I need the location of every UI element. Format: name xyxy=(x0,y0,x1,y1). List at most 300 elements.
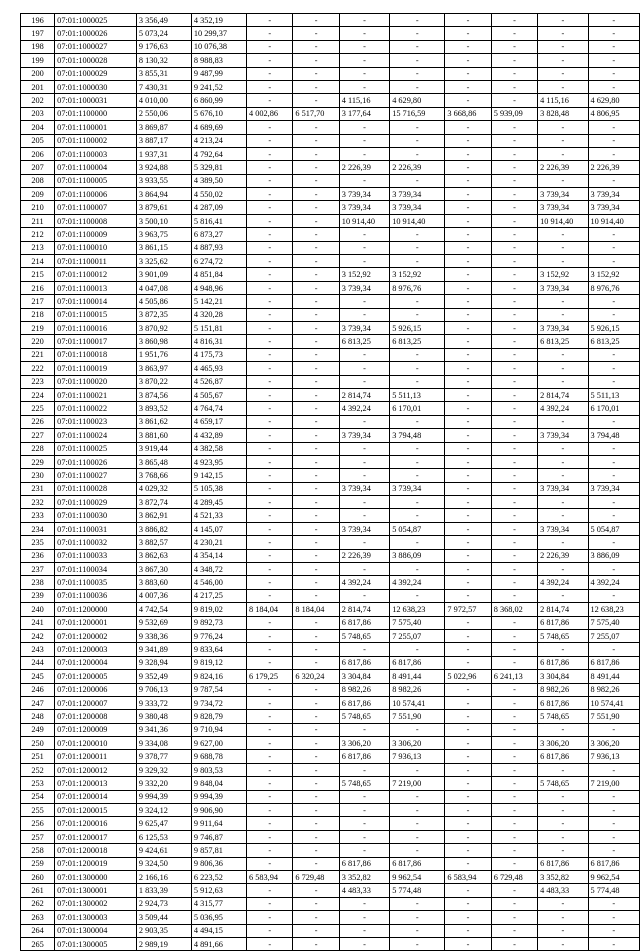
row-number-cell: 249 xyxy=(21,723,55,736)
value-cell: - xyxy=(247,737,293,750)
value-cell: - xyxy=(293,804,339,817)
value-cell: - xyxy=(247,295,293,308)
value-cell: - xyxy=(293,482,339,495)
value-cell: - xyxy=(491,911,537,924)
row-number-cell: 240 xyxy=(21,603,55,616)
value-cell: 9 962,54 xyxy=(390,871,445,884)
cadastral-number-cell: 07:01:1100020 xyxy=(55,375,137,388)
row-number-cell: 207 xyxy=(21,161,55,174)
table-row xyxy=(21,844,640,857)
table-row xyxy=(21,107,640,120)
value-cell: 9 911,64 xyxy=(191,817,246,830)
value-cell: - xyxy=(293,67,339,80)
value-cell: - xyxy=(247,522,293,535)
value-cell: 9 324,50 xyxy=(136,857,191,870)
value-cell: - xyxy=(491,737,537,750)
value-cell: - xyxy=(588,844,639,857)
value-cell: - xyxy=(588,40,639,53)
value-cell: - xyxy=(491,268,537,281)
value-cell: - xyxy=(445,536,491,549)
value-cell: - xyxy=(538,295,588,308)
value-cell: - xyxy=(247,255,293,268)
value-cell: - xyxy=(445,911,491,924)
value-cell: 6 729,48 xyxy=(491,871,537,884)
value-cell: 9 734,72 xyxy=(191,696,246,709)
value-cell: - xyxy=(293,121,339,134)
value-cell: - xyxy=(491,147,537,160)
row-number-cell: 206 xyxy=(21,147,55,160)
value-cell: - xyxy=(538,723,588,736)
cadastral-number-cell: 07:01:1100008 xyxy=(55,214,137,227)
value-cell: 1 951,76 xyxy=(136,348,191,361)
value-cell: - xyxy=(293,415,339,428)
value-cell: - xyxy=(491,201,537,214)
table-row xyxy=(21,629,640,642)
row-number-cell: 232 xyxy=(21,496,55,509)
value-cell: 4 389,50 xyxy=(191,174,246,187)
value-cell: 1 833,39 xyxy=(136,884,191,897)
value-cell: 3 739,34 xyxy=(339,201,389,214)
value-cell: 3 739,34 xyxy=(538,429,588,442)
cadastral-number-cell: 07:01:1100030 xyxy=(55,509,137,522)
row-number-cell: 247 xyxy=(21,696,55,709)
cadastral-number-cell: 07:01:1100003 xyxy=(55,147,137,160)
table-row xyxy=(21,94,640,107)
cadastral-number-cell: 07:01:1100031 xyxy=(55,522,137,535)
cadastral-number-cell: 07:01:1200011 xyxy=(55,750,137,763)
value-cell: 6 873,27 xyxy=(191,228,246,241)
value-cell: - xyxy=(445,897,491,910)
value-cell: 7 551,90 xyxy=(390,710,445,723)
cadastral-number-cell: 07:01:1100016 xyxy=(55,321,137,334)
value-cell: 3 794,48 xyxy=(390,429,445,442)
cadastral-number-cell: 07:01:1100022 xyxy=(55,402,137,415)
value-cell: - xyxy=(588,375,639,388)
value-cell: 4 465,93 xyxy=(191,362,246,375)
value-cell: - xyxy=(339,817,389,830)
value-cell: 2 226,39 xyxy=(588,161,639,174)
value-cell: 8 982,26 xyxy=(538,683,588,696)
value-cell: - xyxy=(491,496,537,509)
value-cell: 3 152,92 xyxy=(390,268,445,281)
cadastral-number-cell: 07:01:1100035 xyxy=(55,576,137,589)
row-number-cell: 212 xyxy=(21,228,55,241)
value-cell: 4 816,31 xyxy=(191,335,246,348)
value-cell: - xyxy=(339,255,389,268)
value-cell: 2 226,39 xyxy=(339,549,389,562)
value-cell: - xyxy=(491,750,537,763)
cadastral-number-cell: 07:01:1300004 xyxy=(55,924,137,937)
value-cell: - xyxy=(247,589,293,602)
value-cell: 7 255,07 xyxy=(390,629,445,642)
value-cell: - xyxy=(339,897,389,910)
row-number-cell: 233 xyxy=(21,509,55,522)
value-cell: - xyxy=(293,884,339,897)
value-cell: 4 115,16 xyxy=(538,94,588,107)
value-cell: 3 739,34 xyxy=(339,429,389,442)
value-cell: - xyxy=(293,268,339,281)
value-cell: - xyxy=(445,402,491,415)
value-cell: - xyxy=(247,482,293,495)
row-number-cell: 242 xyxy=(21,629,55,642)
row-number-cell: 241 xyxy=(21,616,55,629)
cadastral-number-cell: 07:01:1100034 xyxy=(55,563,137,576)
table-row xyxy=(21,40,640,53)
value-cell: 6 179,25 xyxy=(247,670,293,683)
value-cell: - xyxy=(293,696,339,709)
value-cell: 6 817,86 xyxy=(339,696,389,709)
value-cell: 3 509,44 xyxy=(136,911,191,924)
cadastral-number-cell: 07:01:1100009 xyxy=(55,228,137,241)
table-row xyxy=(21,496,640,509)
value-cell: - xyxy=(247,750,293,763)
value-cell: 9 532,69 xyxy=(136,616,191,629)
value-cell: - xyxy=(339,147,389,160)
value-cell: - xyxy=(445,629,491,642)
value-cell: - xyxy=(390,442,445,455)
value-cell: - xyxy=(390,295,445,308)
value-cell: 3 860,98 xyxy=(136,335,191,348)
table-row xyxy=(21,924,640,937)
value-cell: 6 583,94 xyxy=(445,871,491,884)
value-cell: 6 274,72 xyxy=(191,255,246,268)
value-cell: - xyxy=(293,27,339,40)
value-cell: 5 816,41 xyxy=(191,214,246,227)
value-cell: 5 748,65 xyxy=(538,777,588,790)
value-cell: 7 936,13 xyxy=(390,750,445,763)
value-cell: - xyxy=(339,763,389,776)
value-cell: 3 356,49 xyxy=(136,14,191,27)
value-cell: 9 341,89 xyxy=(136,643,191,656)
value-cell: - xyxy=(491,576,537,589)
value-cell: - xyxy=(445,723,491,736)
value-cell: 4 002,86 xyxy=(247,107,293,120)
value-cell: - xyxy=(588,241,639,254)
value-cell: - xyxy=(491,40,537,53)
row-number-cell: 252 xyxy=(21,763,55,776)
value-cell: - xyxy=(445,121,491,134)
value-cell: 3 739,34 xyxy=(538,482,588,495)
value-cell: 6 729,48 xyxy=(293,871,339,884)
value-cell: - xyxy=(588,80,639,93)
value-cell: - xyxy=(293,80,339,93)
value-cell: 4 526,87 xyxy=(191,375,246,388)
cadastral-number-cell: 07:01:1100014 xyxy=(55,295,137,308)
value-cell: - xyxy=(390,147,445,160)
value-cell: - xyxy=(588,911,639,924)
value-cell: 4 887,93 xyxy=(191,241,246,254)
table-row xyxy=(21,147,640,160)
value-cell: - xyxy=(247,536,293,549)
value-cell: - xyxy=(293,683,339,696)
value-cell: - xyxy=(293,737,339,750)
value-cell: 9 833,64 xyxy=(191,643,246,656)
value-cell: 3 152,92 xyxy=(588,268,639,281)
value-cell: 6 817,86 xyxy=(339,750,389,763)
value-cell: - xyxy=(293,388,339,401)
value-cell: - xyxy=(247,817,293,830)
value-cell: - xyxy=(445,455,491,468)
value-cell: 4 047,08 xyxy=(136,281,191,294)
value-cell: - xyxy=(247,857,293,870)
value-cell: - xyxy=(491,442,537,455)
value-cell: - xyxy=(445,228,491,241)
value-cell: - xyxy=(293,362,339,375)
value-cell: - xyxy=(588,348,639,361)
value-cell: 9 241,52 xyxy=(191,80,246,93)
value-cell: 6 320,24 xyxy=(293,670,339,683)
cadastral-number-cell: 07:01:1300005 xyxy=(55,937,137,950)
row-number-cell: 223 xyxy=(21,375,55,388)
cadastral-number-cell: 07:01:1200008 xyxy=(55,710,137,723)
value-cell: - xyxy=(293,710,339,723)
value-cell: - xyxy=(491,763,537,776)
value-cell: 10 914,40 xyxy=(538,214,588,227)
value-cell: 8 184,04 xyxy=(293,603,339,616)
value-cell: 3 739,34 xyxy=(390,188,445,201)
value-cell: - xyxy=(339,54,389,67)
value-cell: - xyxy=(588,536,639,549)
value-cell: - xyxy=(390,897,445,910)
value-cell: - xyxy=(445,348,491,361)
cadastral-number-cell: 07:01:1100033 xyxy=(55,549,137,562)
value-cell: 4 742,54 xyxy=(136,603,191,616)
value-cell: 2 226,39 xyxy=(339,161,389,174)
cadastral-number-cell: 07:01:1100011 xyxy=(55,255,137,268)
cadastral-number-cell: 07:01:1100021 xyxy=(55,388,137,401)
value-cell: - xyxy=(390,27,445,40)
row-number-cell: 259 xyxy=(21,857,55,870)
table-row xyxy=(21,134,640,147)
value-cell: - xyxy=(491,629,537,642)
value-cell: 5 748,65 xyxy=(538,710,588,723)
value-cell: 2 814,74 xyxy=(339,603,389,616)
row-number-cell: 235 xyxy=(21,536,55,549)
value-cell: - xyxy=(339,348,389,361)
value-cell: - xyxy=(247,897,293,910)
value-cell: - xyxy=(339,415,389,428)
value-cell: - xyxy=(390,67,445,80)
value-cell: 4 289,45 xyxy=(191,496,246,509)
value-cell: - xyxy=(445,14,491,27)
value-cell: 9 806,36 xyxy=(191,857,246,870)
table-row xyxy=(21,335,640,348)
value-cell: 9 627,00 xyxy=(191,737,246,750)
table-row xyxy=(21,777,640,790)
value-cell: - xyxy=(445,161,491,174)
value-cell: - xyxy=(293,536,339,549)
value-cell: - xyxy=(247,496,293,509)
value-cell: 3 883,60 xyxy=(136,576,191,589)
row-number-cell: 226 xyxy=(21,415,55,428)
value-cell: - xyxy=(491,281,537,294)
table-row xyxy=(21,589,640,602)
value-cell: - xyxy=(491,228,537,241)
value-cell: 2 226,39 xyxy=(538,549,588,562)
value-cell: - xyxy=(247,790,293,803)
value-cell: 4 432,89 xyxy=(191,429,246,442)
cadastral-number-cell: 07:01:1200019 xyxy=(55,857,137,870)
value-cell: - xyxy=(390,375,445,388)
table-row xyxy=(21,241,640,254)
value-cell: 4 217,25 xyxy=(191,589,246,602)
cadastral-number-cell: 07:01:1200001 xyxy=(55,616,137,629)
value-cell: - xyxy=(247,415,293,428)
table-row xyxy=(21,174,640,187)
row-number-cell: 208 xyxy=(21,174,55,187)
cadastral-number-cell: 07:01:1100012 xyxy=(55,268,137,281)
cadastral-number-cell: 07:01:1200009 xyxy=(55,723,137,736)
value-cell: - xyxy=(339,723,389,736)
value-cell: 4 382,58 xyxy=(191,442,246,455)
cadastral-number-cell: 07:01:1300003 xyxy=(55,911,137,924)
value-cell: - xyxy=(247,469,293,482)
value-cell: - xyxy=(390,924,445,937)
value-cell: - xyxy=(538,121,588,134)
value-cell: - xyxy=(293,830,339,843)
value-cell: 9 848,04 xyxy=(191,777,246,790)
value-cell: - xyxy=(390,830,445,843)
cadastral-number-cell: 07:01:1100015 xyxy=(55,308,137,321)
value-cell: 8 130,32 xyxy=(136,54,191,67)
value-cell: 9 341,36 xyxy=(136,723,191,736)
value-cell: 5 105,38 xyxy=(191,482,246,495)
value-cell: - xyxy=(247,281,293,294)
value-cell: - xyxy=(445,522,491,535)
value-cell: - xyxy=(588,14,639,27)
value-cell: - xyxy=(538,589,588,602)
value-cell: 9 906,90 xyxy=(191,804,246,817)
table-row xyxy=(21,228,640,241)
value-cell: - xyxy=(445,643,491,656)
row-number-cell: 215 xyxy=(21,268,55,281)
value-cell: - xyxy=(491,897,537,910)
value-cell: - xyxy=(445,616,491,629)
value-cell: 3 870,22 xyxy=(136,375,191,388)
value-cell: - xyxy=(339,790,389,803)
value-cell: 3 739,34 xyxy=(390,201,445,214)
value-cell: - xyxy=(293,134,339,147)
value-cell: - xyxy=(247,268,293,281)
value-cell: - xyxy=(538,509,588,522)
value-cell: 3 177,64 xyxy=(339,107,389,120)
value-cell: - xyxy=(491,723,537,736)
value-cell: 3 739,34 xyxy=(588,201,639,214)
value-cell: 7 219,00 xyxy=(588,777,639,790)
value-cell: 3 872,35 xyxy=(136,308,191,321)
value-cell: - xyxy=(339,27,389,40)
value-cell: - xyxy=(390,937,445,950)
row-number-cell: 253 xyxy=(21,777,55,790)
value-cell: - xyxy=(247,402,293,415)
value-cell: - xyxy=(247,830,293,843)
value-cell: 2 226,39 xyxy=(390,161,445,174)
value-cell: - xyxy=(538,415,588,428)
value-cell: - xyxy=(588,415,639,428)
value-cell: - xyxy=(491,683,537,696)
value-cell: - xyxy=(491,14,537,27)
value-cell: - xyxy=(293,455,339,468)
value-cell: - xyxy=(491,656,537,669)
value-cell: - xyxy=(339,804,389,817)
value-cell: 3 739,34 xyxy=(339,522,389,535)
value-cell: - xyxy=(491,536,537,549)
value-cell: - xyxy=(445,40,491,53)
value-cell: - xyxy=(491,214,537,227)
value-cell: 6 241,13 xyxy=(491,670,537,683)
value-cell: - xyxy=(445,174,491,187)
value-cell: 3 862,91 xyxy=(136,509,191,522)
value-cell: - xyxy=(538,804,588,817)
value-cell: - xyxy=(247,201,293,214)
value-cell: - xyxy=(445,201,491,214)
value-cell: - xyxy=(588,804,639,817)
value-cell: - xyxy=(491,80,537,93)
value-cell: - xyxy=(445,80,491,93)
value-cell: 3 739,34 xyxy=(390,482,445,495)
value-cell: 7 255,07 xyxy=(588,629,639,642)
table-row xyxy=(21,455,640,468)
value-cell: - xyxy=(491,94,537,107)
value-cell: - xyxy=(538,134,588,147)
value-cell: 4 546,00 xyxy=(191,576,246,589)
value-cell: 8 368,02 xyxy=(491,603,537,616)
value-cell: 5 912,63 xyxy=(191,884,246,897)
value-cell: 3 352,82 xyxy=(538,871,588,884)
row-number-cell: 234 xyxy=(21,522,55,535)
value-cell: - xyxy=(293,509,339,522)
row-number-cell: 210 xyxy=(21,201,55,214)
value-cell: 3 739,34 xyxy=(538,188,588,201)
table-row xyxy=(21,763,640,776)
value-cell: 5 142,21 xyxy=(191,295,246,308)
value-cell: - xyxy=(339,308,389,321)
value-cell: 4 115,16 xyxy=(339,94,389,107)
value-cell: 3 919,44 xyxy=(136,442,191,455)
value-cell: - xyxy=(491,616,537,629)
value-cell: - xyxy=(445,308,491,321)
value-cell: 4 348,72 xyxy=(191,563,246,576)
value-cell: - xyxy=(491,830,537,843)
value-cell: - xyxy=(538,362,588,375)
value-cell: - xyxy=(247,321,293,334)
cadastral-number-cell: 07:01:1000026 xyxy=(55,27,137,40)
value-cell: 3 872,74 xyxy=(136,496,191,509)
cadastral-number-cell: 07:01:1100036 xyxy=(55,589,137,602)
value-cell: 8 982,26 xyxy=(390,683,445,696)
value-cell: - xyxy=(491,844,537,857)
value-cell: 9 962,54 xyxy=(588,871,639,884)
value-cell: 6 517,70 xyxy=(293,107,339,120)
value-cell: 4 851,84 xyxy=(191,268,246,281)
value-cell: - xyxy=(390,121,445,134)
table-row xyxy=(21,723,640,736)
value-cell: - xyxy=(445,937,491,950)
value-cell: - xyxy=(247,563,293,576)
value-cell: - xyxy=(491,696,537,709)
value-cell: - xyxy=(293,469,339,482)
row-number-cell: 196 xyxy=(21,14,55,27)
value-cell: - xyxy=(491,482,537,495)
value-cell: - xyxy=(390,54,445,67)
value-cell: 3 739,34 xyxy=(339,482,389,495)
value-cell: - xyxy=(445,656,491,669)
value-cell: - xyxy=(538,54,588,67)
row-number-cell: 209 xyxy=(21,188,55,201)
value-cell: - xyxy=(293,188,339,201)
value-cell: 5 329,81 xyxy=(191,161,246,174)
value-cell: - xyxy=(588,897,639,910)
